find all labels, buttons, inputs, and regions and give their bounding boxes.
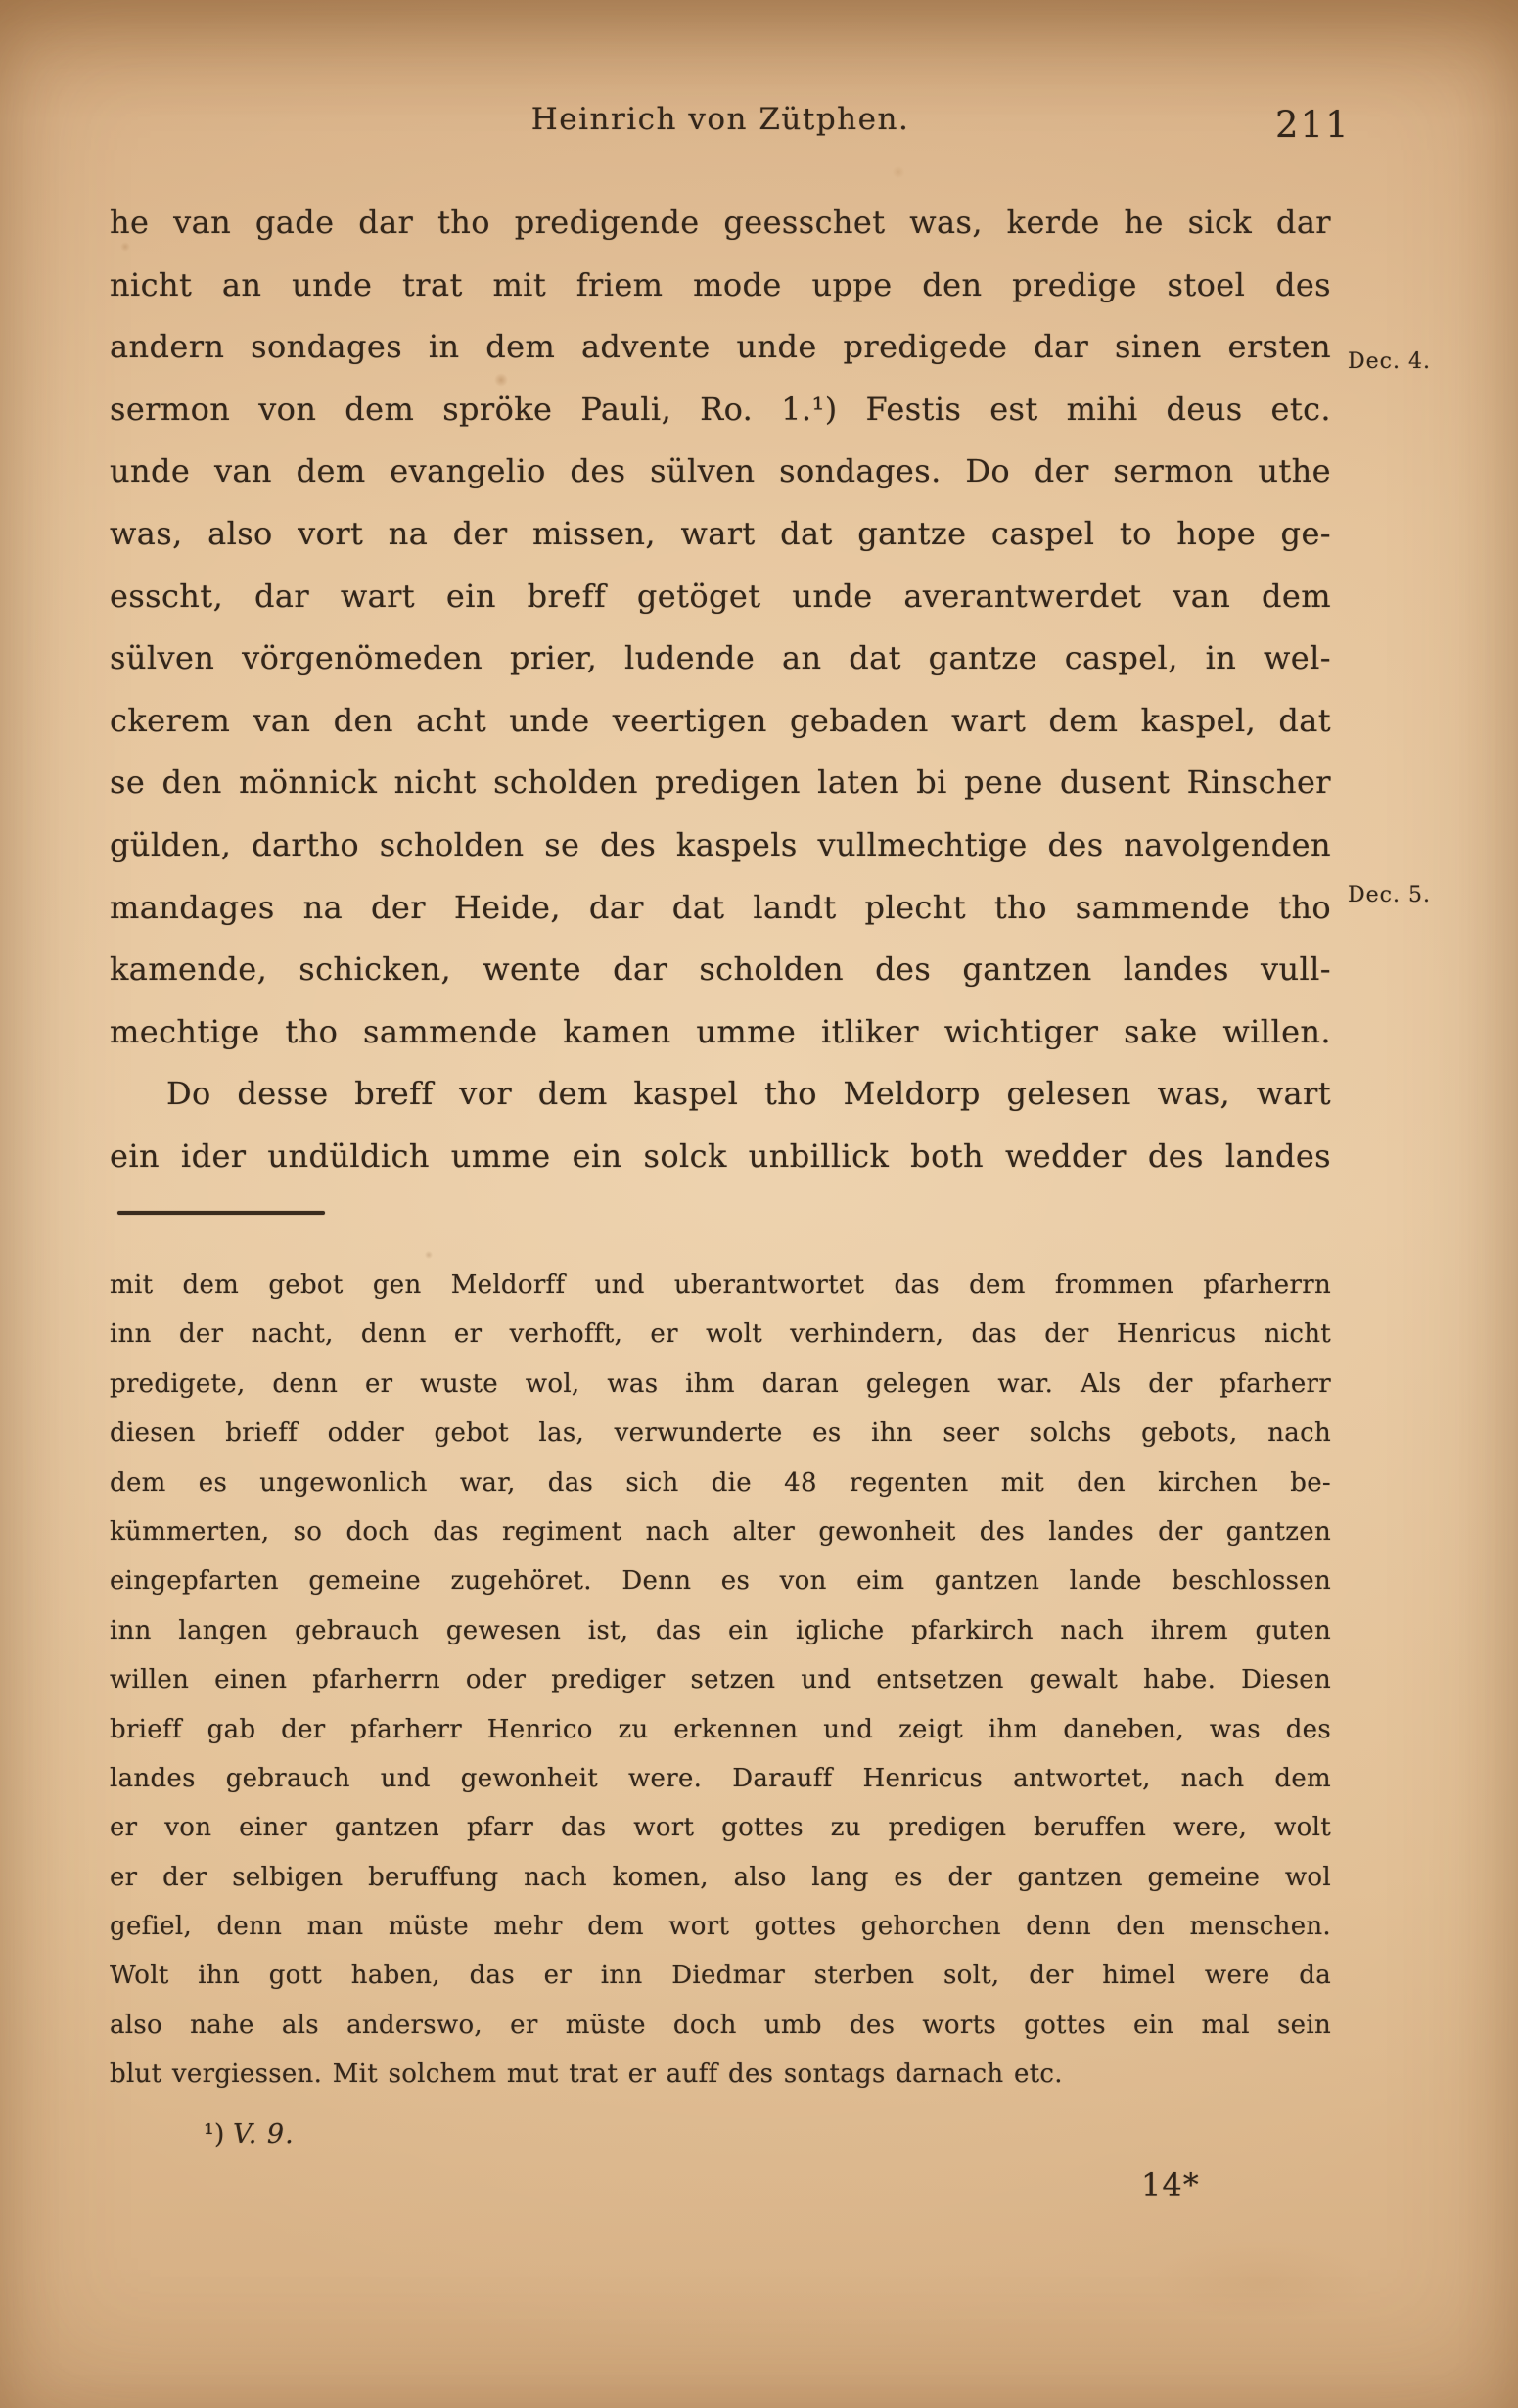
printer-signature: 14* <box>1141 2166 1200 2203</box>
text-line: mandages na der Heide, dar dat landt plecht tho sammende tho <box>110 888 1331 926</box>
text-line: unde van dem evangelio des sülven sondages. Do der sermon uthe <box>110 452 1331 490</box>
footnote-line: predigete, denn er wuste wol, was ihm daran gelegen war. Als der pfarherr <box>110 1368 1331 1399</box>
footnote-separator-rule <box>117 1211 325 1215</box>
footnote-line: blut vergiessen. Mit solchem mut trat er auff des sontags darnach etc. <box>110 2060 1063 2090</box>
footnote-line: er von einer gantzen pfarr das wort gottes zu predigen beruffen were, wolt <box>110 1813 1331 1843</box>
main-text-column <box>110 192 1331 1188</box>
footnote-line: gefiel, denn man müste mehr dem wort gottes gehorchen denn den menschen. <box>110 1912 1331 1942</box>
footnote-line: dem es ungewonlich war, das sich die 48 regenten mit den kirchen be- <box>110 1467 1331 1498</box>
footnote-line: er der selbigen beruffung nach komen, also lang es der gantzen gemeine wol <box>110 1862 1331 1892</box>
footnote-line: kümmerten, so doch das regiment nach alter gewonheit des landes der gantzen <box>110 1516 1331 1547</box>
footnote-line: willen einen pfarherrn oder prediger setzen und entsetzen gewalt habe. Diesen <box>110 1665 1331 1695</box>
footnote-line: eingepfarten gemeine zugehöret. Denn es von eim gantzen lande beschlossen <box>110 1566 1331 1597</box>
text-line: gülden, dartho scholden se des kaspels vullmechtige des navolgenden <box>110 825 1331 863</box>
text-line: sülven vörgenömeden prier, ludende an dat gantze caspel, in wel- <box>110 639 1331 677</box>
footnote-line: Wolt ihn gott haben, das er inn Diedmar sterben solt, der himel were da <box>110 1961 1331 1991</box>
footnote-reference-marker: ¹) <box>204 2119 225 2150</box>
margin-note-dec-5: Dec. 5. <box>1348 883 1431 907</box>
margin-note-dec-4: Dec. 4. <box>1348 349 1431 374</box>
footnote-line: inn langen gebrauch gewesen ist, das ein igliche pfarkirch nach ihrem guten <box>110 1615 1331 1645</box>
page-number: 211 <box>1275 104 1351 146</box>
footnote-block <box>110 1261 1331 2100</box>
text-line: he van gade dar tho predigende geesschet was, kerde he sick dar <box>110 204 1331 241</box>
text-line: ein ider undüldich umme ein solck unbillick both wedder des landes <box>110 1136 1331 1175</box>
footnote-line: landes gebrauch und gewonheit were. Darauff Henricus antwortet, nach dem <box>110 1763 1331 1793</box>
text-line: kamende, schicken, wente dar scholden des gantzen landes vull- <box>110 950 1331 989</box>
text-line-paragraph-start: Do desse breff vor dem kaspel tho Meldorp gelesen was, wart <box>166 1075 1331 1113</box>
footnote-line: diesen brieff odder gebot las, verwunderte es ihn seer solchs gebots, nach <box>110 1418 1331 1449</box>
text-line: andern sondages in dem advente unde predigede dar sinen ersten <box>110 328 1331 366</box>
footnote-line: also nahe als anderswo, er müste doch umb des worts gottes ein mal sein <box>110 2010 1331 2040</box>
footnote-line: brieff gab der pfarherr Henrico zu erkennen und zeigt ihm daneben, was des <box>110 1714 1331 1744</box>
footnote-reference-text: V. 9. <box>232 2119 295 2150</box>
text-line: ckerem van den acht unde veertigen gebaden wart dem kaspel, dat <box>110 701 1331 739</box>
footnote-reference <box>110 2110 1331 2159</box>
footnote-line: mit dem gebot gen Meldorff und uberantwortet das dem frommen pfarherrn <box>110 1271 1331 1300</box>
text-line: was, also vort na der missen, wart dat gantze caspel to hope ge- <box>110 514 1331 552</box>
text-line: sermon von dem spröke Pauli, Ro. 1.¹) Festis est mihi deus etc. <box>110 390 1331 428</box>
footnote-line: inn der nacht, denn er verhofft, er wolt verhindern, das der Henricus nicht <box>110 1320 1331 1350</box>
text-line: esscht, dar wart ein breff getöget unde averantwerdet van dem <box>110 577 1331 615</box>
page-header-title: Heinrich von Zütphen. <box>530 102 910 137</box>
text-line: mechtige tho sammende kamen umme itliker wichtiger sake willen. <box>110 1012 1331 1050</box>
text-line: se den mönnick nicht scholden predigen laten bi pene dusent Rinscher <box>110 764 1331 802</box>
text-line: nicht an unde trat mit friem mode uppe den predige stoel des <box>110 265 1331 303</box>
